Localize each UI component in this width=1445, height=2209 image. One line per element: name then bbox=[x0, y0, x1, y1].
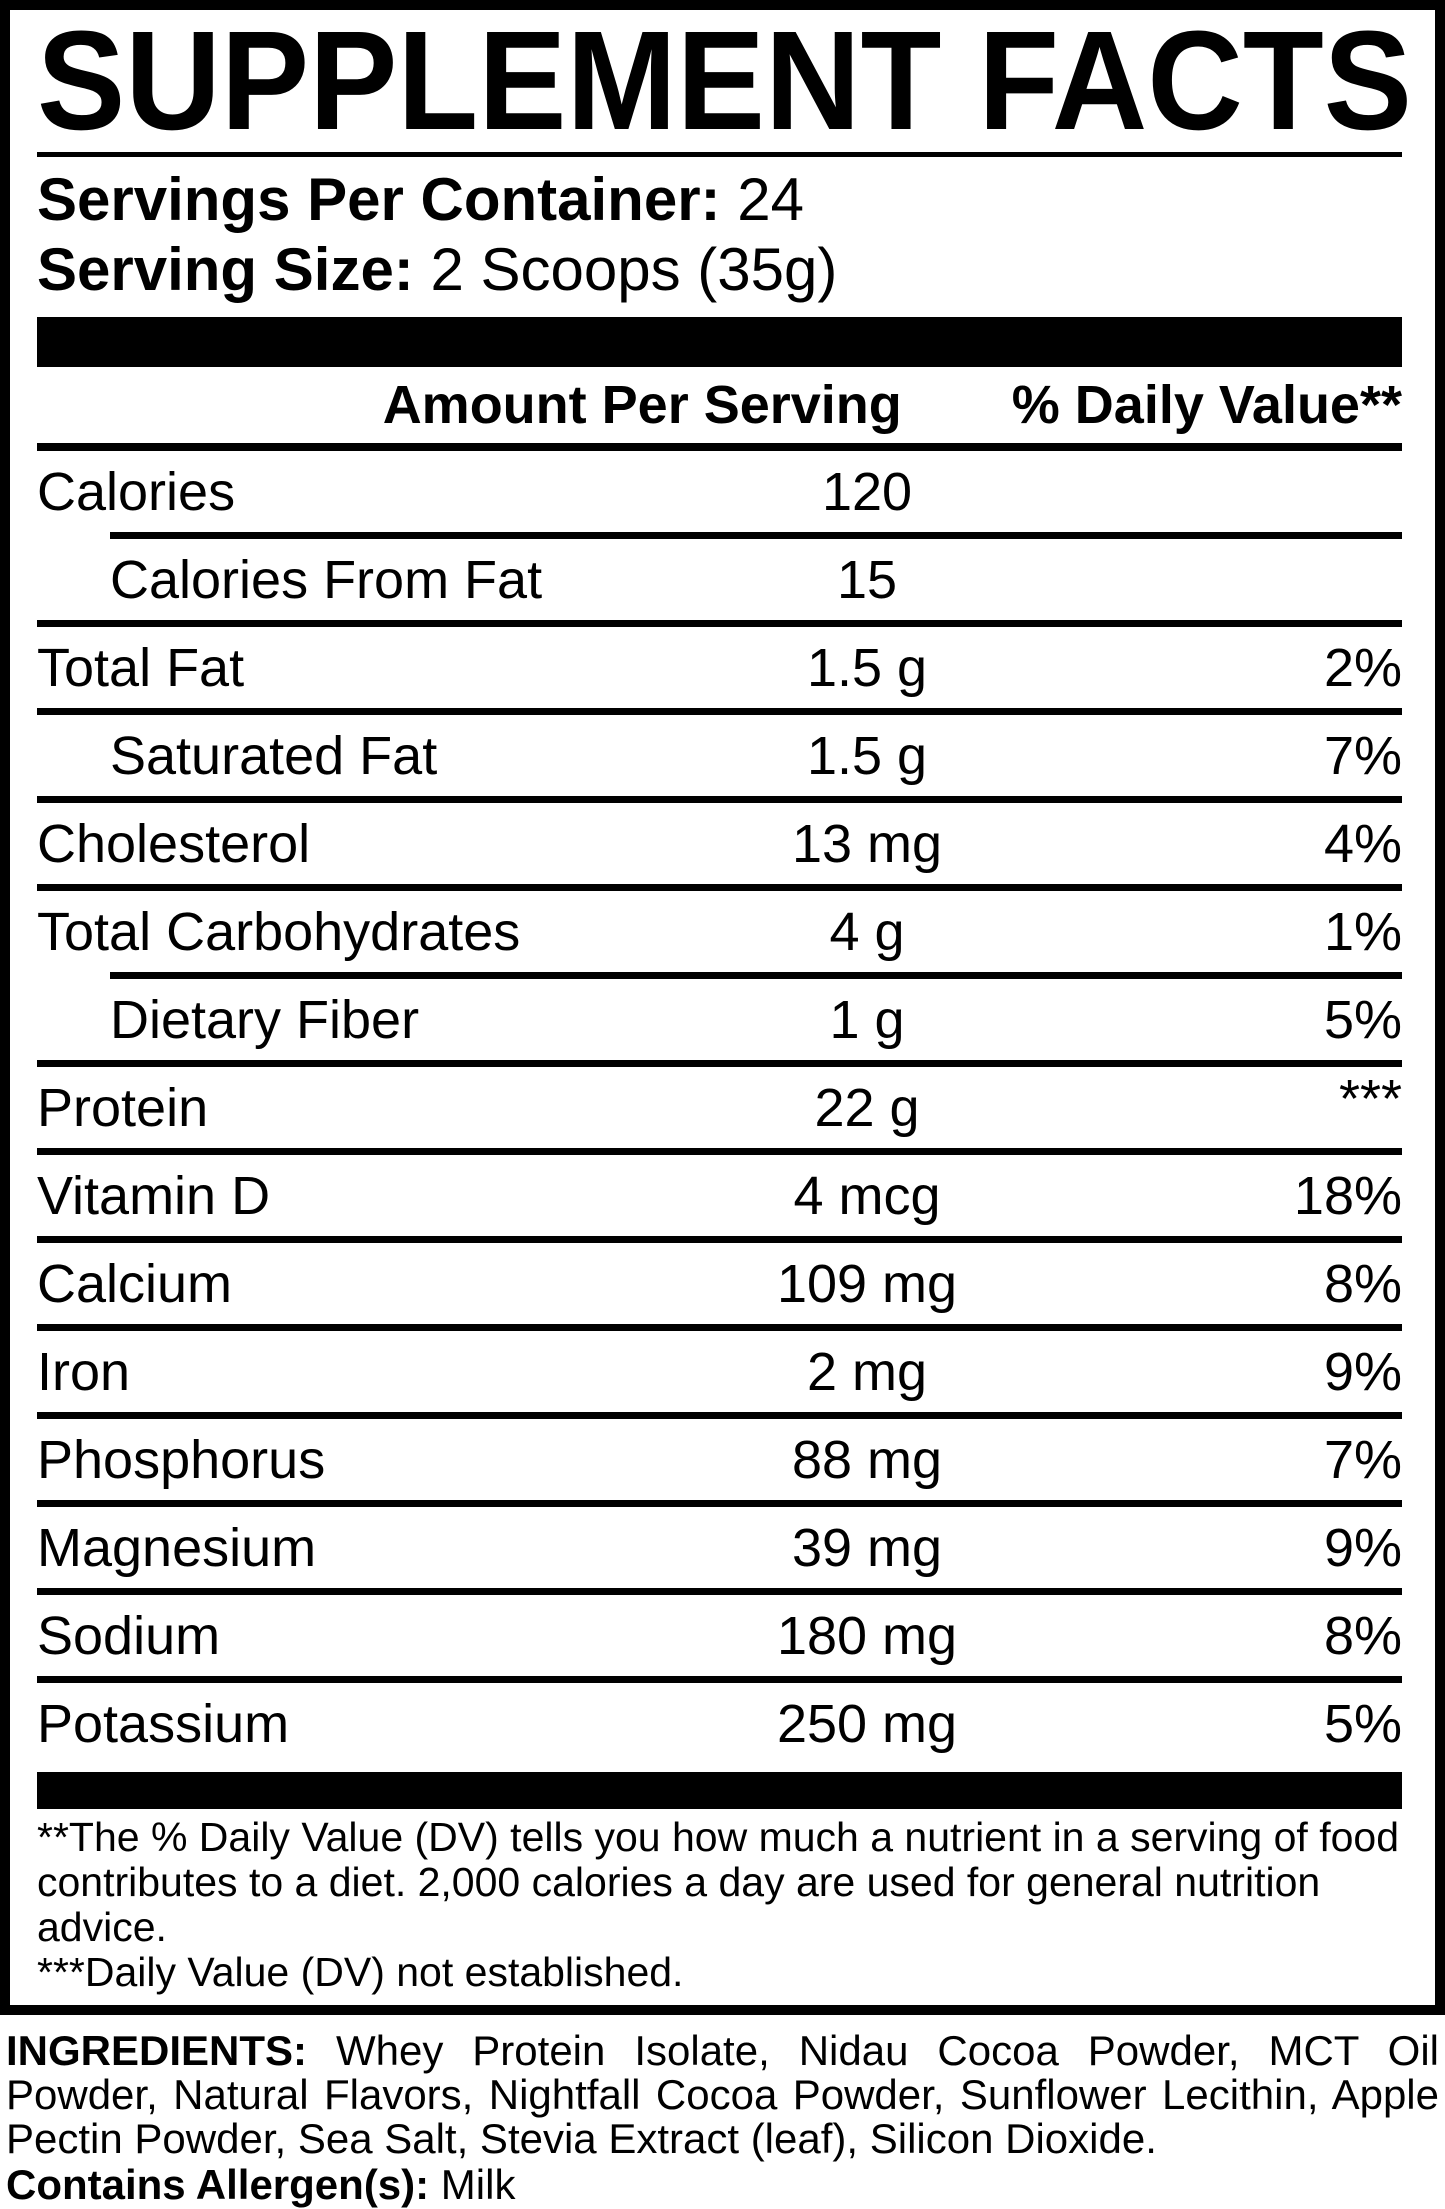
nutrient-name: Calories From Fat bbox=[110, 549, 543, 610]
table-row-vitamin-d bbox=[37, 1155, 1402, 1236]
row-separator bbox=[37, 1236, 1402, 1243]
servings-per-container-label: Servings Per Container: bbox=[37, 166, 721, 233]
serving-info bbox=[37, 165, 1402, 305]
nutrient-name: Vitamin D bbox=[37, 1165, 271, 1226]
nutrient-amount: 15 bbox=[836, 549, 898, 610]
allergen-label: Contains Allergen(s): bbox=[6, 2161, 430, 2208]
nutrient-amount: 120 bbox=[821, 461, 913, 522]
nutrient-dv: 9% bbox=[1323, 1341, 1402, 1402]
nutrient-amount: 4 mcg bbox=[793, 1165, 941, 1226]
nutrient-name: Cholesterol bbox=[37, 813, 311, 874]
nutrient-table bbox=[37, 451, 1402, 1764]
not-established-footnote: ***Daily Value (DV) not established. bbox=[37, 1949, 684, 1995]
nutrient-name: Magnesium bbox=[37, 1517, 317, 1578]
table-row-calcium bbox=[37, 1243, 1402, 1324]
nutrient-dv: 9% bbox=[1323, 1517, 1402, 1578]
nutrient-dv: 7% bbox=[1323, 1429, 1402, 1490]
serving-size-value: 2 Scoops (35g) bbox=[413, 236, 838, 303]
allergen-line bbox=[6, 2163, 1439, 2207]
header-bar bbox=[37, 317, 1402, 367]
table-row-sodium bbox=[37, 1595, 1402, 1676]
table-row-calories-from-fat bbox=[37, 539, 1402, 620]
nutrient-amount: 109 mg bbox=[776, 1253, 958, 1314]
column-header-amount: Amount Per Serving bbox=[382, 375, 902, 435]
nutrient-name: Dietary Fiber bbox=[110, 989, 420, 1050]
row-separator bbox=[37, 1060, 1402, 1067]
servings-per-container-value: 24 bbox=[720, 166, 804, 233]
nutrient-dv: *** bbox=[1338, 1069, 1402, 1129]
row-separator bbox=[37, 1412, 1402, 1419]
nutrient-name: Calories bbox=[37, 461, 236, 522]
table-row-saturated-fat bbox=[37, 715, 1402, 796]
footer-bar bbox=[37, 1772, 1402, 1809]
nutrient-dv: 4% bbox=[1323, 813, 1402, 874]
title-divider bbox=[37, 152, 1402, 157]
nutrient-name: Phosphorus bbox=[37, 1429, 326, 1490]
nutrient-name: Potassium bbox=[37, 1693, 290, 1754]
nutrient-dv: 7% bbox=[1323, 725, 1402, 786]
nutrient-name: Sodium bbox=[37, 1605, 221, 1666]
nutrient-dv: 2% bbox=[1323, 637, 1402, 698]
footnotes bbox=[37, 1815, 1402, 1995]
table-row-calories bbox=[37, 451, 1402, 532]
nutrient-name: Iron bbox=[37, 1341, 131, 1402]
table-row-total-fat bbox=[37, 627, 1402, 708]
nutrient-dv: 1% bbox=[1323, 901, 1402, 962]
ingredients-section bbox=[6, 2029, 1439, 2207]
row-separator bbox=[110, 532, 1402, 539]
nutrient-dv: 5% bbox=[1323, 1693, 1402, 1754]
panel-title bbox=[37, 24, 1412, 144]
nutrient-amount: 2 mg bbox=[806, 1341, 928, 1402]
row-separator bbox=[37, 620, 1402, 627]
header-divider bbox=[37, 443, 1402, 451]
nutrient-amount: 250 mg bbox=[776, 1693, 958, 1754]
table-row-dietary-fiber bbox=[37, 979, 1402, 1060]
nutrient-dv: 5% bbox=[1323, 989, 1402, 1050]
row-separator bbox=[37, 1148, 1402, 1155]
serving-size-label: Serving Size: bbox=[37, 236, 414, 303]
nutrient-amount: 22 g bbox=[814, 1077, 920, 1138]
nutrient-amount: 13 mg bbox=[791, 813, 943, 874]
servings-per-container bbox=[37, 165, 1402, 235]
row-separator bbox=[37, 1324, 1402, 1331]
nutrient-name: Total Fat bbox=[37, 637, 245, 698]
panel-title-text: SUPPLEMENT FACTS bbox=[37, 24, 1412, 144]
row-separator bbox=[37, 1500, 1402, 1507]
nutrient-amount: 1.5 g bbox=[806, 637, 928, 698]
ingredients-list: Whey Protein Isolate, Nidau Cocoa Powder, MCT Oil Powder, Natural Flavors, Nightfall Cocoa Powder, Sunflower Lecithin, Apple Pectin Powder, Sea Salt, Stevia Extract (leaf), Silicon Dioxide. bbox=[6, 2027, 1439, 2162]
table-row-iron bbox=[37, 1331, 1402, 1412]
nutrient-name: Total Carbohydrates bbox=[37, 901, 521, 962]
nutrient-dv: 8% bbox=[1323, 1253, 1402, 1314]
ingredients-text bbox=[6, 2029, 1439, 2161]
row-separator bbox=[37, 1588, 1402, 1595]
row-separator bbox=[37, 884, 1402, 891]
table-row-magnesium bbox=[37, 1507, 1402, 1588]
table-row-phosphorus bbox=[37, 1419, 1402, 1500]
row-separator bbox=[37, 796, 1402, 803]
table-row-cholesterol bbox=[37, 803, 1402, 884]
nutrient-amount: 4 g bbox=[829, 901, 905, 962]
row-separator bbox=[110, 972, 1402, 979]
table-header bbox=[37, 367, 1402, 443]
nutrient-name: Protein bbox=[37, 1077, 209, 1138]
table-row-potassium bbox=[37, 1683, 1402, 1764]
nutrient-dv: 18% bbox=[1293, 1165, 1402, 1226]
nutrient-name: Calcium bbox=[37, 1253, 233, 1314]
nutrient-name: Saturated Fat bbox=[110, 725, 438, 786]
column-header-daily-value: % Daily Value** bbox=[1011, 375, 1402, 435]
row-separator bbox=[37, 1676, 1402, 1683]
nutrient-amount: 1.5 g bbox=[806, 725, 928, 786]
row-separator bbox=[37, 708, 1402, 715]
daily-value-footnote: **The % Daily Value (DV) tells you how much a nutrient in a serving of food contributes to a diet. 2,000 calories a day are used for general nutrition advice. bbox=[37, 1814, 1400, 1950]
allergen-value: Milk bbox=[429, 2161, 516, 2208]
serving-size bbox=[37, 235, 1402, 305]
table-row-protein bbox=[37, 1067, 1402, 1148]
nutrient-dv: 8% bbox=[1323, 1605, 1402, 1666]
nutrient-amount: 180 mg bbox=[776, 1605, 958, 1666]
nutrient-amount: 1 g bbox=[829, 989, 905, 1050]
ingredients-label: INGREDIENTS: bbox=[6, 2027, 308, 2074]
nutrient-amount: 39 mg bbox=[791, 1517, 943, 1578]
table-row-total-carbohydrates bbox=[37, 891, 1402, 972]
nutrient-amount: 88 mg bbox=[791, 1429, 943, 1490]
